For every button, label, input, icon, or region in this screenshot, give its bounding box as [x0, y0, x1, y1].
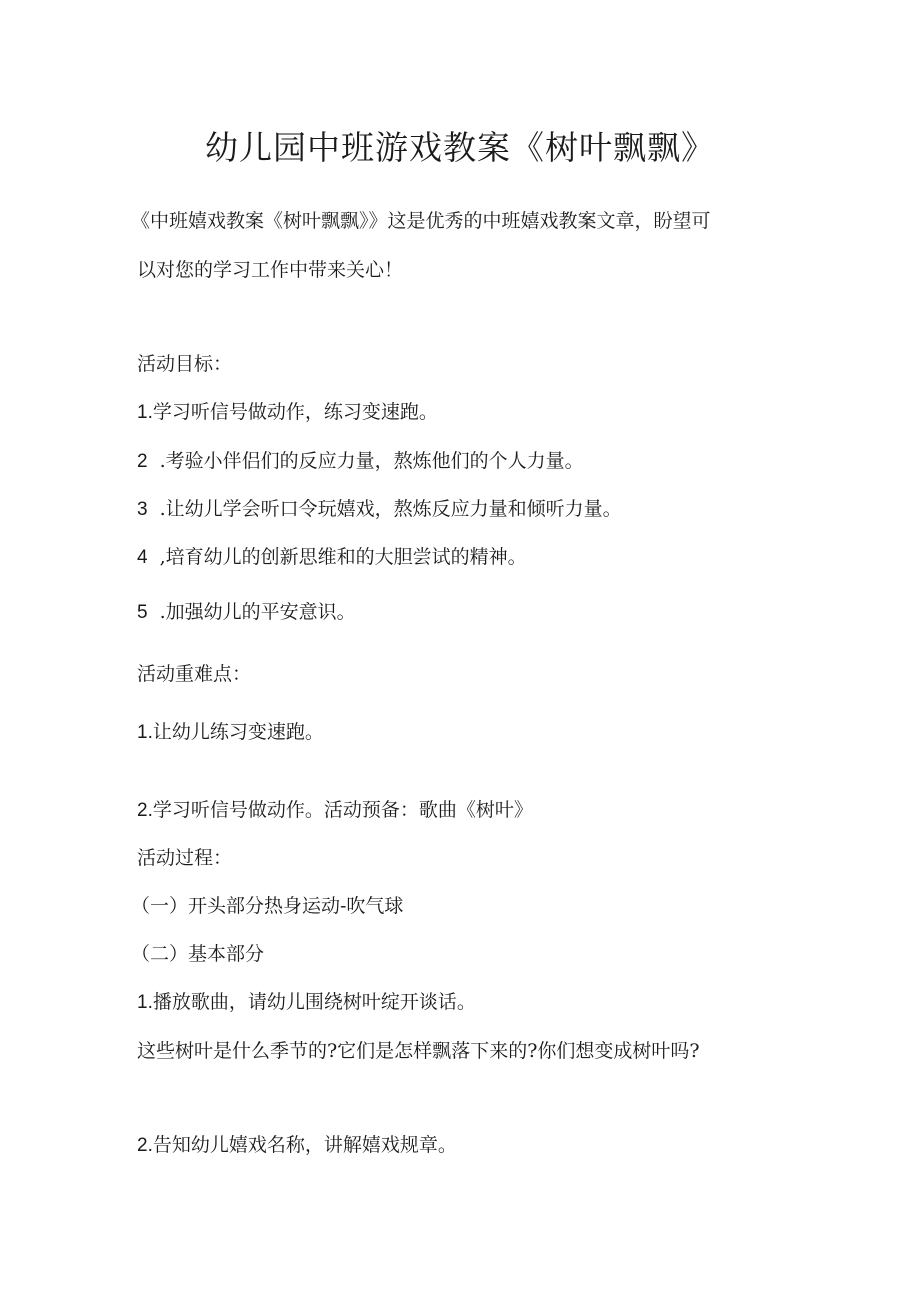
- key-points-heading: 活动重难点：: [137, 663, 252, 685]
- goal-item-5-text: .加强幼儿的平安意识。: [159, 601, 356, 623]
- goal-item-2-number: 2: [137, 451, 148, 472]
- process-heading: 活动过程：: [137, 847, 233, 869]
- goal-item-3-number: 3: [137, 499, 148, 520]
- goal-item-2-text: .考验小伴侣们的反应力量，熬炼他们的个人力量。: [159, 450, 584, 472]
- process-questions: 这些树叶是什么季节的?它们是怎样飘落下来的?你们想变成树叶吗?: [137, 1040, 700, 1062]
- process-step-1-number: 1.: [137, 992, 153, 1013]
- key-point-item-1: [137, 718, 324, 747]
- process-step-2-number: 2.: [137, 1135, 153, 1156]
- intro-line-1: 《中班嬉戏教案《树叶飘飘》》这是优秀的中班嬉戏教案文章，盼望可: [131, 210, 711, 232]
- goal-item-5: [137, 598, 356, 627]
- goal-item-5-number: 5: [137, 602, 148, 623]
- key-point-item-1-text: 让幼儿练习变速跑。: [152, 721, 324, 743]
- process-step-1-text: 播放歌曲，请幼儿围绕树叶绽开谈话。: [152, 991, 476, 1013]
- goal-item-1-number: 1.: [137, 402, 153, 423]
- goals-heading: 活动目标：: [137, 353, 233, 375]
- key-point-item-2-number: 2.: [137, 800, 153, 821]
- key-point-item-2-text: 学习听信号做动作。活动预备：歌曲《树叶》: [152, 799, 533, 821]
- process-step-1: [137, 988, 476, 1017]
- goal-item-4: [137, 543, 527, 572]
- process-part-1: （一）开头部分热身运动-吹气球: [131, 895, 404, 917]
- goal-item-1-text: 学习听信号做动作，练习变速跑。: [152, 401, 438, 423]
- key-point-item-2: [137, 796, 533, 825]
- process-part-2: （二）基本部分: [131, 943, 265, 965]
- goal-item-1: [137, 398, 438, 427]
- key-point-item-1-number: 1.: [137, 722, 153, 743]
- goal-item-4-text: ,培育幼儿的创新思维和的大胆尝试的精神。: [159, 546, 527, 568]
- process-step-2: [137, 1131, 457, 1160]
- goal-item-3: [137, 495, 622, 524]
- goal-item-4-number: 4: [137, 547, 148, 568]
- intro-line-2: 以对您的学习工作中带来关心！: [137, 259, 404, 281]
- goal-item-2: [137, 447, 584, 476]
- goal-item-3-text: .让幼儿学会听口令玩嬉戏，熬炼反应力量和倾听力量。: [159, 498, 622, 520]
- process-step-2-text: 告知幼儿嬉戏名称，讲解嬉戏规章。: [152, 1134, 457, 1156]
- document-title: 幼儿园中班游戏教案《树叶飘飘》: [205, 128, 715, 167]
